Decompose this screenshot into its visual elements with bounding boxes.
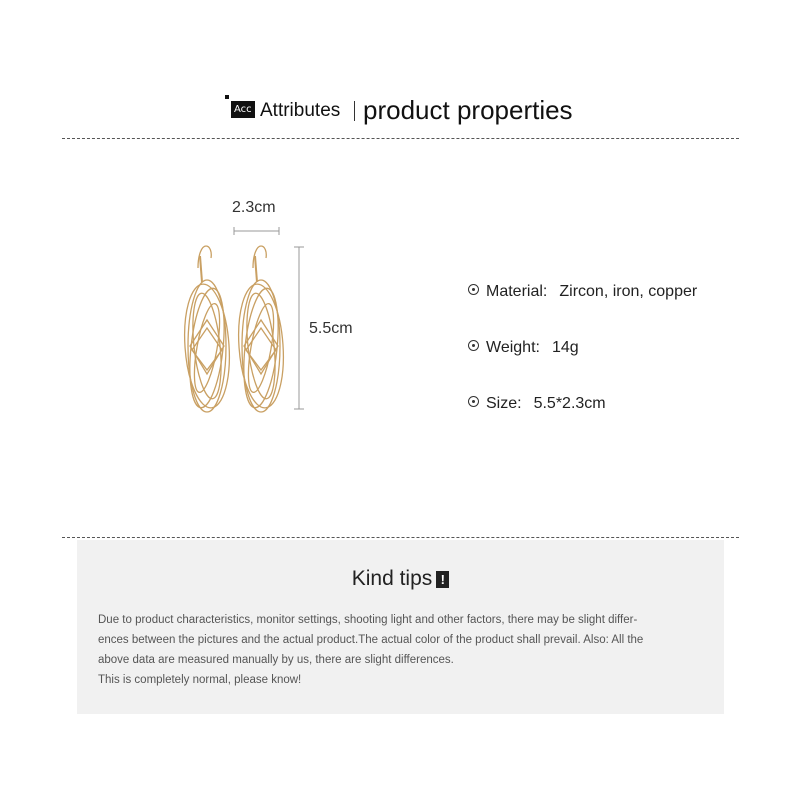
height-measure-line [294,247,304,409]
header-dot [225,95,229,99]
property-size [468,395,606,413]
property-value: 5.5*2.3cm [533,395,606,412]
tips-title [77,567,724,591]
header-title-cn: product properties [363,95,573,125]
section-header [0,92,800,132]
tips-line: above data are measured manually by us, there are slight differences. [98,654,454,666]
top-divider [62,138,739,139]
header-tag: Acc [231,101,255,118]
bullet-icon [468,340,479,351]
property-label: Weight: [486,339,540,356]
property-weight [468,339,579,357]
tips-line: Due to product characteristics, monitor settings, shooting light and other factors, there may be slight differ- [98,614,638,626]
header-title-en: Attributes [260,100,341,121]
property-value: 14g [551,339,579,356]
bullet-icon [468,396,479,407]
earring-pair-image [170,220,310,420]
tips-body [98,610,710,690]
property-label: Material: [486,283,548,300]
property-value: Zircon, iron, copper [559,283,698,300]
height-dimension-label: 5.5cm [309,320,353,337]
kind-tips-box [77,540,724,714]
property-material [468,283,697,301]
earring-right [235,246,288,412]
header-separator [354,101,355,121]
width-dimension-label: 2.3cm [232,199,276,216]
earring-left [181,246,234,412]
width-measure-line [234,227,279,235]
property-label: Size: [486,395,522,412]
tips-title-text: Kind tips [351,567,433,590]
bottom-divider [62,537,739,538]
tips-line: This is completely normal, please know! [98,674,302,686]
bullet-icon [468,284,479,295]
exclamation-icon: ! [436,571,449,588]
tips-line: ences between the pictures and the actual product.The actual color of the product shall prevail. Also: All the [98,634,644,646]
